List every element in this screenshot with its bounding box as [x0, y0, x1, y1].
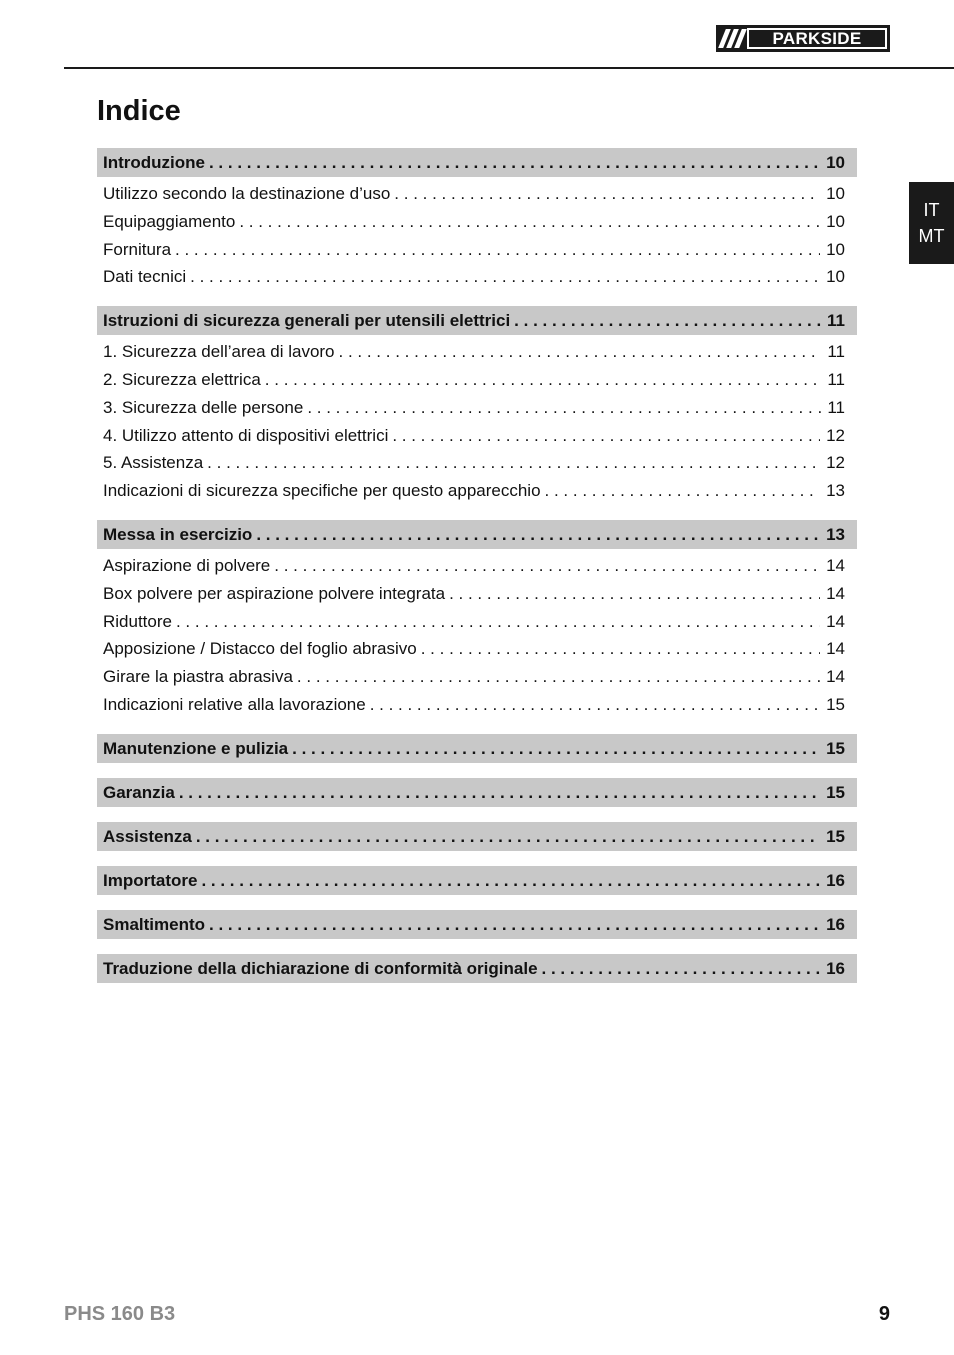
toc-entry[interactable] — [97, 422, 857, 450]
toc-section-heading[interactable] — [97, 148, 857, 177]
toc-section — [97, 520, 857, 719]
header-rule — [64, 67, 954, 69]
toc-item-list — [97, 335, 857, 505]
toc-entry-page: 14 — [826, 639, 845, 659]
toc-leader-dots — [196, 822, 820, 851]
toc-leader-dots — [209, 910, 820, 939]
language-code-it: IT — [923, 200, 940, 220]
toc-leader-dots — [190, 263, 820, 291]
toc-leader-dots — [370, 691, 820, 719]
toc-leader-dots — [292, 734, 820, 763]
logo-wordmark: PARKSIDE — [747, 28, 887, 49]
logo-stripes-icon — [716, 25, 747, 52]
toc-entry[interactable] — [97, 394, 857, 422]
toc-entry[interactable] — [97, 691, 857, 719]
toc-item-list — [97, 549, 857, 719]
toc-section — [97, 954, 857, 983]
language-tab — [909, 182, 954, 264]
toc-leader-dots — [274, 552, 820, 580]
toc-section — [97, 778, 857, 807]
toc-entry-page: 12 — [826, 425, 845, 445]
toc-leader-dots — [256, 520, 820, 549]
toc-heading-page: 15 — [826, 782, 845, 802]
toc-entry[interactable] — [97, 236, 857, 264]
toc-heading-page: 11 — [827, 311, 845, 331]
toc-entry-label: Equipaggiamento — [103, 211, 236, 231]
toc-heading-page: 16 — [826, 870, 845, 890]
toc-item-list — [97, 177, 857, 291]
language-code-mt: MT — [918, 226, 945, 246]
toc-entry-page: 11 — [827, 342, 845, 362]
toc-entry-label: Apposizione / Distacco del foglio abrasivo — [103, 639, 417, 659]
toc-heading-label: Smaltimento — [103, 914, 206, 934]
toc-heading-label: Introduzione — [103, 153, 205, 172]
toc-entry-label: Indicazioni relative alla lavorazione — [103, 694, 366, 714]
toc-leader-dots — [392, 422, 820, 450]
toc-section — [97, 822, 857, 851]
toc-entry-label: 1. Sicurezza dell’area di lavoro — [103, 342, 335, 362]
toc-entry[interactable] — [97, 477, 857, 505]
toc-entry[interactable] — [97, 608, 857, 636]
toc-entry-page: 13 — [826, 481, 845, 501]
toc-section — [97, 306, 857, 505]
toc-heading-page: 16 — [826, 958, 845, 978]
toc-section — [97, 866, 857, 895]
toc-section-heading[interactable] — [97, 306, 857, 335]
toc-heading-label: Importatore — [103, 870, 198, 890]
toc-section-heading[interactable] — [97, 910, 857, 939]
toc-leader-dots — [179, 778, 820, 807]
toc-leader-dots — [201, 866, 820, 895]
toc-heading-label: Istruzioni di sicurezza generali per utensili elettrici — [103, 311, 511, 331]
footer-model-number: PHS 160 B3 — [64, 1303, 176, 1325]
toc-entry-label: 3. Sicurezza delle persone — [103, 397, 304, 417]
toc-section — [97, 148, 857, 291]
toc-entry-page: 10 — [826, 211, 845, 231]
toc-entry-page: 10 — [826, 184, 845, 203]
toc-heading-label: Messa in esercizio — [103, 524, 253, 544]
toc-heading-label: Garanzia — [103, 782, 175, 802]
page-title: Indice — [97, 95, 181, 127]
toc-entry-page: 12 — [826, 453, 845, 473]
toc-entry-label: 2. Sicurezza elettrica — [103, 369, 261, 389]
toc-heading-label: Assistenza — [103, 826, 192, 846]
toc-entry-label: Aspirazione di polvere — [103, 555, 271, 575]
toc-entry[interactable] — [97, 208, 857, 236]
parkside-logo — [716, 25, 890, 52]
toc-section-heading[interactable] — [97, 866, 857, 895]
toc-entry-page: 15 — [826, 694, 845, 714]
toc-heading-page: 10 — [826, 153, 845, 172]
toc-entry-label: 5. Assistenza — [103, 453, 204, 473]
footer-page-number: 9 — [878, 1303, 890, 1325]
toc-entry[interactable] — [97, 580, 857, 608]
toc-entry-label: 4. Utilizzo attento di dispositivi elettrici — [103, 425, 389, 445]
toc-entry-label: Utilizzo secondo la destinazione d’uso — [103, 184, 391, 203]
toc-entry-label: Riduttore — [103, 611, 172, 631]
toc-section-heading[interactable] — [97, 734, 857, 763]
toc-entry[interactable] — [97, 449, 857, 477]
toc-entry-page: 14 — [826, 555, 845, 575]
toc-heading-page: 13 — [826, 524, 845, 544]
toc-leader-dots — [449, 580, 820, 608]
toc-entry-page: 14 — [826, 667, 845, 687]
toc-entry[interactable] — [97, 263, 857, 291]
toc-leader-dots — [265, 366, 822, 394]
toc-entry-page: 10 — [826, 267, 845, 287]
toc-entry-page: 10 — [826, 239, 845, 259]
table-of-contents — [97, 148, 857, 998]
toc-section-heading[interactable] — [97, 954, 857, 983]
toc-entry[interactable] — [97, 552, 857, 580]
toc-entry[interactable] — [97, 635, 857, 663]
toc-entry-page: 14 — [826, 583, 845, 603]
toc-leader-dots — [297, 663, 820, 691]
toc-entry-label: Fornitura — [103, 239, 172, 259]
toc-leader-dots — [176, 608, 820, 636]
toc-entry-label: Box polvere per aspirazione polvere integrata — [103, 583, 446, 603]
toc-leader-dots — [207, 449, 820, 477]
toc-leader-dots — [514, 306, 821, 335]
toc-leader-dots — [175, 236, 820, 264]
toc-entry-label: Dati tecnici — [103, 267, 187, 287]
toc-heading-label: Manutenzione e pulizia — [103, 738, 289, 758]
toc-heading-page: 16 — [826, 914, 845, 934]
toc-leader-dots — [339, 338, 822, 366]
toc-heading-label: Traduzione della dichiarazione di conformità originale — [103, 958, 538, 978]
toc-entry-page: 14 — [826, 611, 845, 631]
toc-entry-label: Indicazioni di sicurezza specifiche per questo apparecchio — [103, 481, 541, 501]
toc-entry[interactable] — [97, 338, 857, 366]
toc-leader-dots — [209, 148, 820, 177]
toc-heading-page: 15 — [826, 738, 845, 758]
toc-leader-dots — [239, 208, 820, 236]
toc-section-heading[interactable] — [97, 778, 857, 807]
toc-leader-dots — [545, 477, 821, 505]
toc-entry-page: 11 — [827, 397, 845, 417]
toc-leader-dots — [307, 394, 821, 422]
toc-leader-dots — [542, 954, 821, 983]
toc-heading-page: 15 — [826, 826, 845, 846]
toc-section-heading[interactable] — [97, 520, 857, 549]
toc-section — [97, 734, 857, 763]
toc-entry-page: 11 — [827, 369, 845, 389]
toc-leader-dots — [394, 180, 820, 208]
toc-leader-dots — [421, 635, 820, 663]
toc-section-heading[interactable] — [97, 822, 857, 851]
toc-entry[interactable] — [97, 366, 857, 394]
toc-entry[interactable] — [97, 663, 857, 691]
toc-section — [97, 910, 857, 939]
toc-entry[interactable] — [97, 180, 857, 208]
toc-entry-label: Girare la piastra abrasiva — [103, 667, 293, 687]
